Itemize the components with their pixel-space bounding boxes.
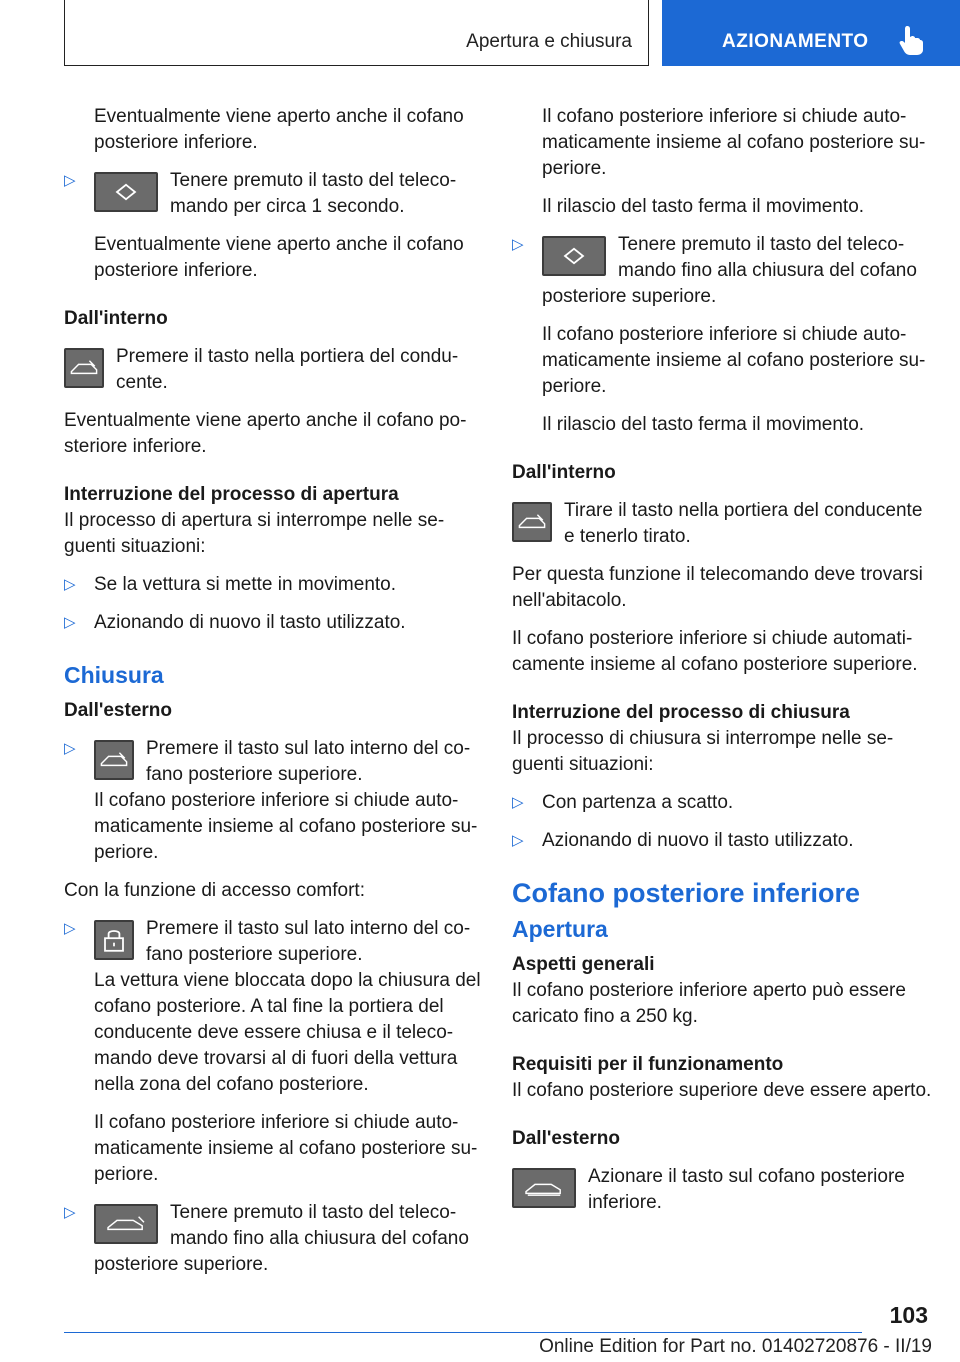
paragraph: Con la funzione di accesso comfort: bbox=[64, 880, 365, 901]
bullet-item bbox=[64, 572, 484, 598]
edition-note: Online Edition for Part no. 01402720876 - II/19 bbox=[539, 1336, 932, 1357]
car-trunk-icon bbox=[512, 1168, 576, 1208]
paragraph: Il cofano posteriore inferiore si chiude automaticamente insieme al cofano posteriore superiore. bbox=[542, 324, 926, 397]
paragraph: Il cofano posteriore inferiore si chiude automaticamente insieme al cofano posteriore superiore. bbox=[512, 628, 918, 675]
remote-key-icon bbox=[542, 236, 606, 276]
section-title: Apertura e chiusura bbox=[466, 31, 632, 52]
subheading: Interruzione del processo di chiusura bbox=[512, 702, 850, 723]
triangle-right-icon: ▷ bbox=[64, 1204, 76, 1221]
key-paragraph bbox=[512, 1164, 932, 1216]
triangle-right-icon: ▷ bbox=[512, 236, 524, 253]
section-heading: Chiusura bbox=[64, 662, 164, 688]
triangle-right-icon: ▷ bbox=[64, 920, 76, 937]
car-trunk-icon bbox=[64, 348, 104, 388]
paragraph: Il processo di chiusura si interrompe nelle seguenti situazioni: bbox=[512, 728, 894, 775]
remote-key-icon bbox=[94, 172, 158, 212]
paragraph: Il cofano posteriore inferiore si chiude automaticamente insieme al cofano posteriore superiore. bbox=[94, 1112, 478, 1185]
subheading: Requisiti per il funzionamento bbox=[512, 1054, 784, 1075]
triangle-right-icon: ▷ bbox=[64, 172, 76, 189]
bullet-text: Premere il tasto sul lato interno del cofano posteriore superiore. bbox=[146, 918, 471, 965]
subheading: Interruzione del processo di apertura bbox=[64, 484, 399, 505]
key-paragraph bbox=[512, 498, 932, 550]
bullet-text: Tenere premuto il tasto del telecomando fino alla chiusura del cofano posteriore superiore. bbox=[542, 234, 917, 307]
paragraph: Per questa funzione il telecomando deve trovarsi nell'abitacolo. bbox=[512, 564, 923, 611]
triangle-right-icon: ▷ bbox=[512, 832, 524, 849]
right-column bbox=[512, 104, 932, 1216]
paragraph: Eventualmente viene aperto anche il cofano posteriore inferiore. bbox=[94, 106, 464, 153]
paragraph: Il processo di apertura si interrompe nelle seguenti situazioni: bbox=[64, 510, 445, 557]
page-header bbox=[64, 0, 960, 66]
paragraph: La vettura viene bloccata dopo la chiusura del cofano posteriore. A tal fine la portiera del conducente deve essere chiusa e il telecomando deve trovarsi al di fuori della vettura nella zona del cofano posteriore. bbox=[94, 970, 481, 1095]
paragraph: Eventualmente viene aperto anche il cofano posteriore inferiore. bbox=[94, 234, 464, 281]
paragraph: Il cofano posteriore inferiore si chiude automaticamente insieme al cofano posteriore superiore. bbox=[94, 790, 478, 863]
bullet-item bbox=[64, 610, 484, 636]
car-trunk-icon bbox=[94, 1204, 158, 1244]
subheading: Dall'interno bbox=[512, 462, 616, 483]
footer-divider bbox=[64, 1332, 862, 1333]
car-trunk-icon bbox=[512, 502, 552, 542]
bullet-text: Se la vettura si mette in movimento. bbox=[94, 574, 397, 595]
paragraph: Il rilascio del tasto ferma il movimento. bbox=[542, 196, 865, 217]
bullet-item bbox=[64, 1200, 484, 1278]
paragraph: Il rilascio del tasto ferma il movimento. bbox=[542, 414, 865, 435]
bullet-text: Con partenza a scatto. bbox=[542, 792, 734, 813]
bullet-item bbox=[512, 232, 932, 310]
chapter-title: AZIONAMENTO bbox=[722, 31, 869, 52]
bullet-text: Azionando di nuovo il tasto utilizzato. bbox=[542, 830, 854, 851]
paragraph: Il cofano posteriore inferiore aperto può essere caricato fino a 250 kg. bbox=[512, 980, 906, 1027]
paragraph: Il cofano posteriore inferiore si chiude automaticamente insieme al cofano posteriore superiore. bbox=[542, 106, 926, 179]
hand-pointer-icon bbox=[898, 24, 924, 56]
paragraph: Il cofano posteriore superiore deve essere aperto. bbox=[512, 1080, 932, 1101]
key-paragraph bbox=[64, 344, 484, 396]
triangle-right-icon: ▷ bbox=[64, 614, 76, 631]
chapter-tab bbox=[662, 0, 960, 66]
bullet-text: Tenere premuto il tasto del telecomando per circa 1 secondo. bbox=[170, 170, 457, 217]
triangle-right-icon: ▷ bbox=[512, 794, 524, 811]
bullet-item bbox=[512, 828, 932, 854]
key-text: Azionare il tasto sul cofano posteriore inferiore. bbox=[588, 1166, 905, 1213]
left-column bbox=[64, 104, 484, 1278]
subheading: Dall'esterno bbox=[64, 700, 172, 721]
bullet-item bbox=[64, 916, 484, 968]
lock-icon bbox=[94, 920, 134, 960]
subheading: Dall'interno bbox=[64, 308, 168, 329]
bullet-text: Premere il tasto sul lato interno del cofano posteriore superiore. bbox=[146, 738, 471, 785]
paragraph: Eventualmente viene aperto anche il cofano posteriore inferiore. bbox=[64, 410, 467, 457]
triangle-right-icon: ▷ bbox=[64, 740, 76, 757]
triangle-right-icon: ▷ bbox=[64, 576, 76, 593]
key-text: Tirare il tasto nella portiera del conducente e tenerlo tirato. bbox=[564, 500, 923, 547]
chapter-heading: Cofano posteriore inferiore bbox=[512, 878, 861, 908]
bullet-item bbox=[64, 736, 484, 788]
key-text: Premere il tasto nella portiera del conducente. bbox=[116, 346, 459, 393]
car-trunk-icon bbox=[94, 740, 134, 780]
section-heading: Apertura bbox=[512, 916, 608, 942]
bullet-text: Tenere premuto il tasto del telecomando fino alla chiusura del cofano posteriore superiore. bbox=[94, 1202, 469, 1275]
page-number: 103 bbox=[889, 1302, 928, 1328]
bullet-item bbox=[512, 790, 932, 816]
section-tab bbox=[64, 0, 649, 66]
subheading: Dall'esterno bbox=[512, 1128, 620, 1149]
bullet-text: Azionando di nuovo il tasto utilizzato. bbox=[94, 612, 406, 633]
subheading: Aspetti generali bbox=[512, 954, 655, 975]
bullet-item bbox=[64, 168, 484, 220]
